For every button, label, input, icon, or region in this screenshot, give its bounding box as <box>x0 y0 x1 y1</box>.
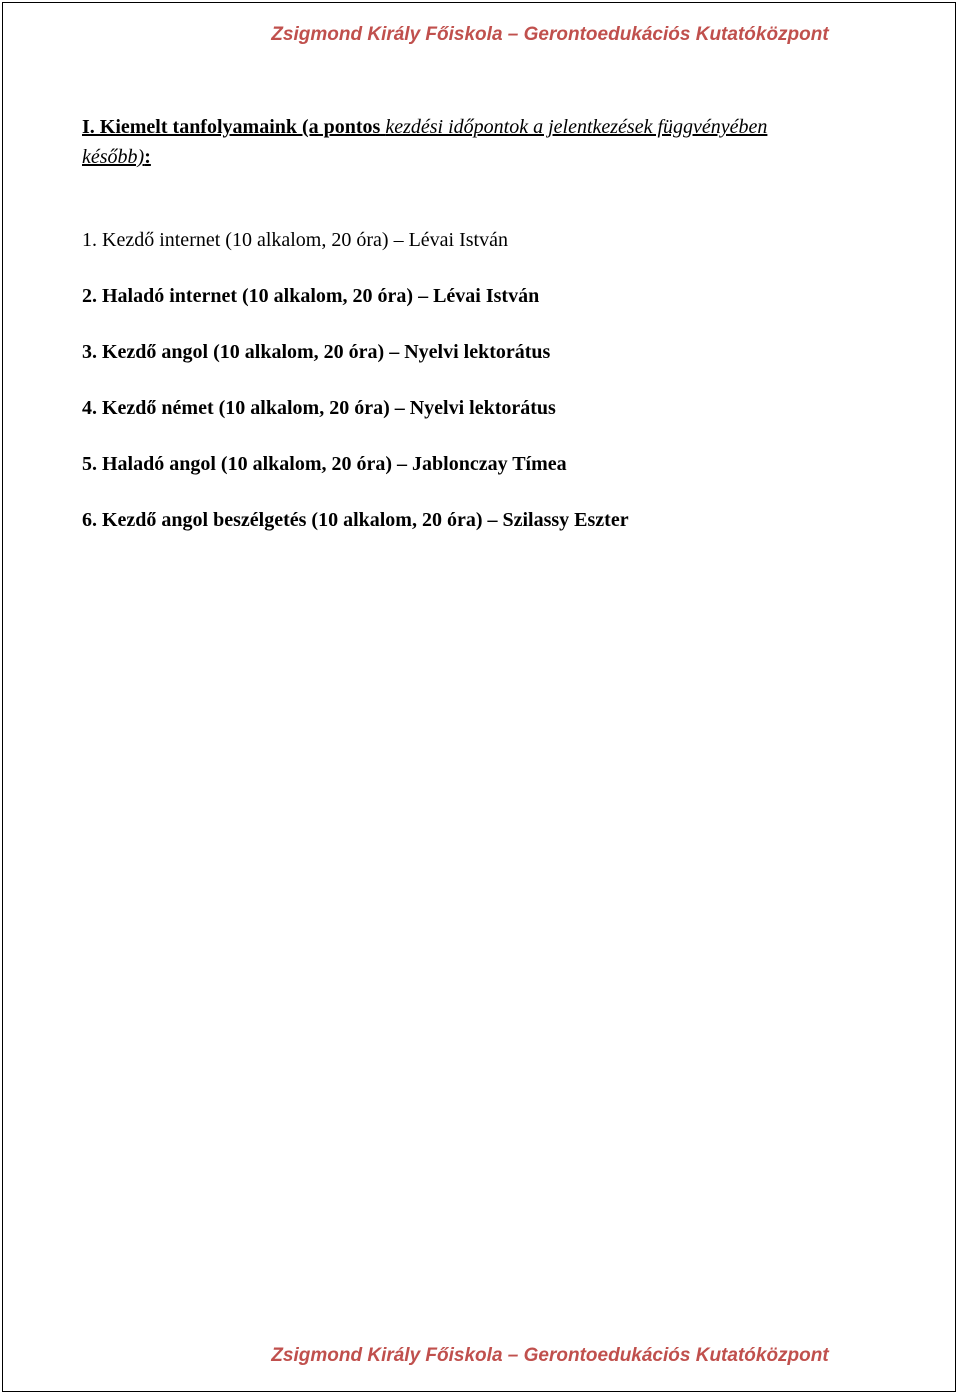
page-footer: Zsigmond Király Főiskola – Gerontoedukációs Kutatóközpont <box>271 1345 829 1366</box>
course-item: 2. Haladó internet (10 alkalom, 20 óra) – Lévai István <box>82 285 540 307</box>
course-item: 1. Kezdő internet (10 alkalom, 20 óra) – Lévai István <box>82 229 508 251</box>
course-list <box>82 226 629 562</box>
section-heading <box>82 112 802 172</box>
heading-text: I. Kiemelt tanfolyamaink (a pontos <box>82 116 386 138</box>
course-item: 4. Kezdő német (10 alkalom, 20 óra) – Nyelvi lektorátus <box>82 397 556 419</box>
page-border <box>2 2 956 1392</box>
course-item: 6. Kezdő angol beszélgetés (10 alkalom, 20 óra) – Szilassy Eszter <box>82 509 629 531</box>
course-item: 5. Haladó angol (10 alkalom, 20 óra) – Jablonczay Tímea <box>82 453 567 475</box>
heading-colon: : <box>144 146 151 168</box>
course-item: 3. Kezdő angol (10 alkalom, 20 óra) – Nyelvi lektorátus <box>82 341 551 363</box>
page-header: Zsigmond Király Főiskola – Gerontoedukációs Kutatóközpont <box>271 24 829 45</box>
heading-italic-text: kezdési időpontok a jelentkezések függvényében később) <box>82 116 768 168</box>
